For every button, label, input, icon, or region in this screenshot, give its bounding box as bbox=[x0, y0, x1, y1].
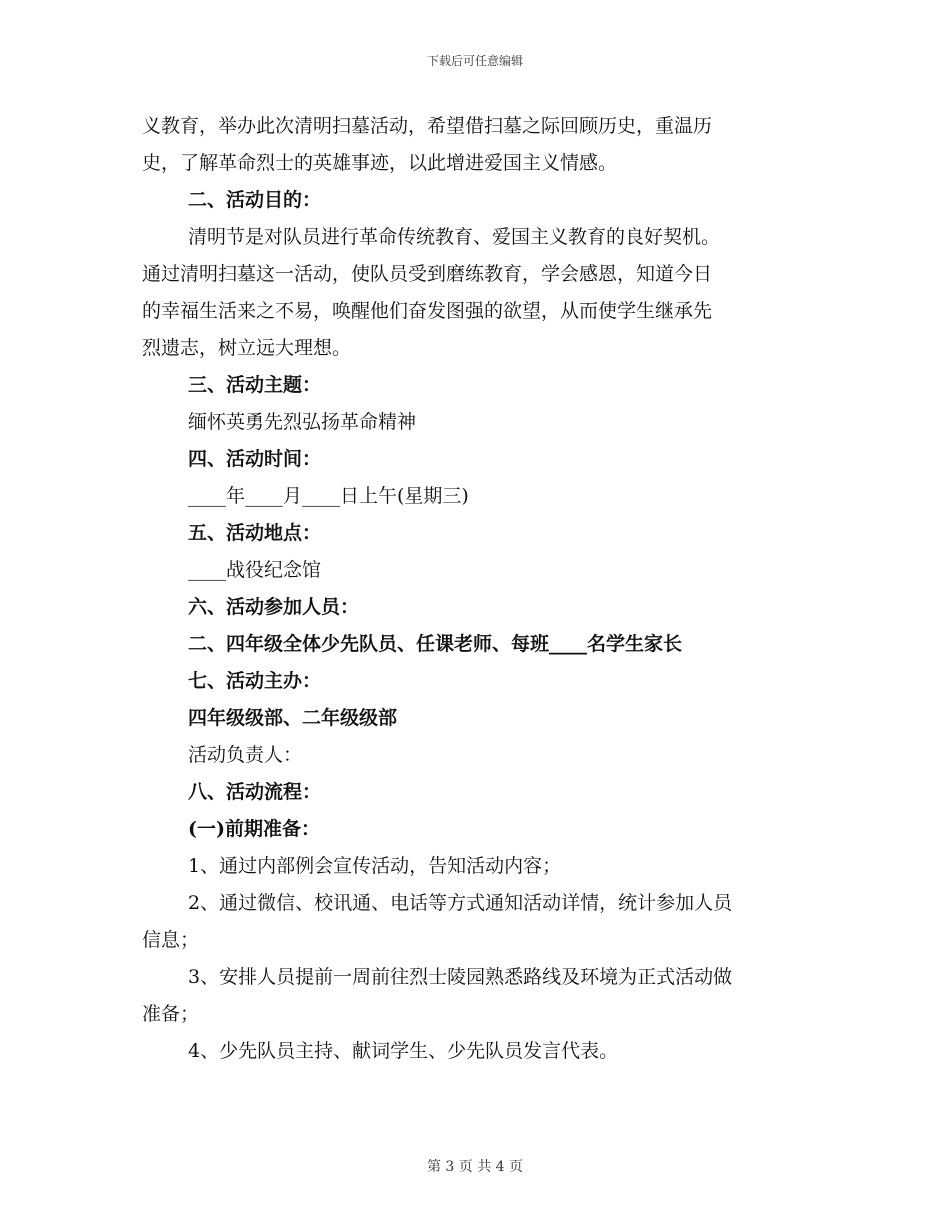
section-heading: 三、活动主题： bbox=[188, 374, 322, 396]
paragraph-line: 通过清明扫墓这一活动，使队员受到磨练教育，学会感恩，知道今日 bbox=[142, 263, 713, 285]
list-item: 1、通过内部例会宣传活动，告知活动内容； bbox=[188, 855, 562, 877]
time-text: ____年____月____日上午(星期三) bbox=[188, 485, 469, 507]
document-body bbox=[142, 108, 808, 1070]
section-heading: 四、活动时间： bbox=[188, 448, 322, 470]
page-header: 下载后可任意编辑 bbox=[426, 54, 523, 68]
section-heading: 七、活动主办： bbox=[188, 670, 322, 692]
leader-label: 活动负责人： bbox=[188, 744, 303, 766]
paragraph-line: 的幸福生活来之不易，唤醒他们奋发图强的欲望，从而使学生继承先 bbox=[142, 300, 713, 322]
list-item: 3、安排人员提前一周前往烈士陵园熟悉路线及环境为正式活动做 bbox=[188, 966, 733, 988]
list-item: 2、通过微信、校讯通、电话等方式通知活动详情，统计参加人员 bbox=[188, 892, 733, 914]
section-heading: 五、活动地点： bbox=[188, 522, 322, 544]
theme-text: 缅怀英勇先烈弘扬革命精神 bbox=[188, 411, 417, 433]
participants-text: 二、四年级全体少先队员、任课老师、每班____名学生家长 bbox=[188, 633, 683, 655]
section-heading: 六、活动参加人员： bbox=[188, 596, 360, 618]
place-text: ____战役纪念馆 bbox=[188, 559, 322, 581]
paragraph-line: 烈遗志，树立远大理想。 bbox=[142, 337, 352, 359]
list-item-continuation: 准备； bbox=[142, 1003, 200, 1025]
list-item-continuation: 信息； bbox=[142, 929, 200, 951]
section-heading: 二、活动目的： bbox=[188, 189, 322, 211]
paragraph-line: 清明节是对队员进行革命传统教育、爱国主义教育的良好契机。 bbox=[188, 226, 721, 248]
list-item: 4、少先队员主持、献词学生、少先队员发言代表。 bbox=[188, 1040, 619, 1062]
subsection-heading: (一)前期准备： bbox=[188, 818, 320, 840]
paragraph-line: 史，了解革命烈士的英雄事迹，以此增进爱国主义情感。 bbox=[142, 152, 618, 174]
page-footer: 第 3 页 共 4 页 bbox=[426, 1159, 524, 1175]
paragraph-line: 义教育，举办此次清明扫墓活动，希望借扫墓之际回顾历史，重温历 bbox=[142, 115, 713, 137]
section-heading: 八、活动流程： bbox=[188, 781, 322, 803]
organizer-text: 四年级级部、二年级级部 bbox=[188, 707, 398, 729]
